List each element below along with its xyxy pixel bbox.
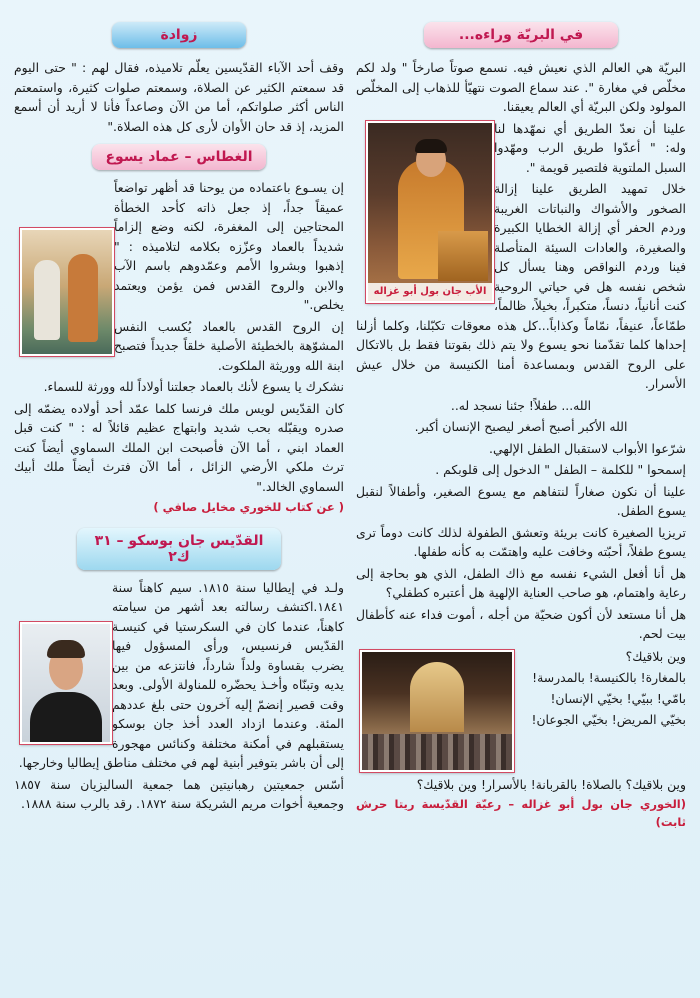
church-arch (410, 662, 464, 732)
poem-line-2: بالمغارة! بالكنيسة! بالمدرسة! (532, 669, 686, 685)
poem-line-3: بامّي! ببيّي! بخيّي الإنسان! (550, 690, 686, 706)
lectern (438, 231, 488, 281)
wilderness-p1: علينا أن نعدّ الطريق أي نمهّدها لنا وله: " أعدّوا طريق الرب ومهّدوا السبل الملتوية فلتصير قويمة ". (494, 120, 686, 175)
epiphany-p4: كان القدّيس لويس ملك فرنسا كلما عمّد أحد أولاده يضمّه إلى صدره ويقبّله بحب شديد وابتهاج عظيم قائلاً له : " كنت قبل العماد ابني ، أما الآن فأصبحت ابن الملك السماوي أيضاً كنت ترث ملكي الأرضي الزائل ، أما الآن فترث أيضاً ملك أبيك السماوي الخالد." (14, 400, 344, 494)
wilderness-header: في البريّة وراءه... (424, 22, 618, 48)
poem-line-5: وين بلاقيك؟ بالصلاة! بالقربانة! بالأسرار! وين بلاقيك؟ (416, 776, 686, 792)
bosco-p2: أسّس جمعيتين رهبانيتين هما جمعية الساليزيان سنة ١٨٥٧ وجمعية أخوات مريم الشريكة سنة ١٨٧٢. رقد بالرب سنة ١٨٨٨. (14, 776, 344, 811)
wilderness-p2: خلال تمهيد الطريق علينا إزالة الصخور والأشواك والنباتات الغريبة وردم الحفر أي إزالة الخطايا الكبيرة والصغيرة، والعادات السيئة المتأصلة فينا وردم النواقص وهنا يسأل كل شخص نفسه هل في حياتي الروحية كنت أنانياً، دنساً، متكبراً، بخيلاً، ظالماً، طمّاعاً، عنيفاً، نمّاماً وكذاباً...كل هذه معوقات تكبّلنا، وكلما أزلنا إحداها كلما تقدّمنا نحو يسوع ولا يتم ذلك بقوتنا فقط بل بالاتكال على الروح القدس وبمساعدة أمنا الكنيسة من خلال عيش الأسرار. (356, 181, 686, 391)
wilderness-intro: البريّة هي العالم الذي نعيش فيه. نسمع صوتاً صارخاً " ولد لكم مخلّص في مغارة ". عند سماع الصوت نتهيّأ للذهاب إلى المخلّص المولود ولكن البريّة أي العالم يعيقنا. (356, 60, 686, 114)
wilderness-p3: الله... طفلاً! جئنا نسجد له.. (450, 397, 592, 413)
church-interior-photo (360, 650, 514, 772)
zad-header: زوادة (112, 22, 246, 48)
bosco-portrait (20, 622, 112, 744)
wilderness-p4: الله الأكبر أصبح أصغر ليصبح الإنسان أكبر. (414, 419, 628, 434)
baptism-photo (20, 228, 114, 356)
wilderness-p10: هل أنا مستعد لأن أكون ضحيّة من أجله ، أموت فداء عنه كأطفال بيت لحم. (356, 606, 686, 641)
baptism-figure-right (68, 254, 98, 342)
poem-line-1: وين بلاقيك؟ (625, 648, 686, 664)
author-signature: (الخوري جان بول أبو غزاله – رعيّة القدّيسة ريتا حرش ثابت) (356, 796, 686, 829)
wilderness-p7: علينا أن نكون صغاراً لنتفاهم مع يسوع الصغير، وأطفالاً لنقبل يسوع الطفل. (356, 483, 686, 518)
bosco-body (30, 692, 102, 742)
right-column (356, 22, 686, 831)
church-crowd (362, 734, 512, 770)
poem-line-4: بخيّي المريض! بخيّي الجوعان! (531, 711, 686, 727)
wilderness-p8: تريزيا الصغيرة كانت بريئة وتعشق الطفولة لذلك كانت دوماً ترى يسوع طفلاً، أحبّته وخافت عليه واهتمّت به كأنه طفلها. (356, 524, 686, 559)
bosco-p1: ولـد في إيطاليا سنة ١٨١٥. سيم كاهناً سنة ١٨٤١.اكتشف رسالته بعد أشهر من سيامته كاهناً، عندما كان في السكرستيا في كنيسـة القدّيس فرنسيس، ورأى المسؤول فيها يضرب بقساوة ولداً شارداً، فانتزعه من بين يديه وتبنّاه وأخـذ يحضّره للمناولة الأولى. وبعد وقت قصير إنضمّ إليه آخرون حتى بلغ عددهم المئة. وعندما ازداد العدد أخذ جان بوسكو يستقبلهم في أمكنة مختلفة وكنائس مهجورة إلى أن باشر بتوفير أبنية لهم في مختلف مناطق إيطاليا وخارجها. (18, 579, 344, 770)
priest-hair (415, 139, 447, 153)
wilderness-p5: شرّعوا الأبواب لاستقبال الطفل الإلهي. (489, 440, 686, 456)
baptism-figure-left (34, 260, 60, 340)
epiphany-header: الغطاس – عماد يسوع (92, 144, 266, 170)
epiphany-p3: نشكرك يا يسوع لأنك بالعماد جعلتنا أولاداً لله وورثة للسماء. (43, 379, 344, 394)
wilderness-p9: هل أنا أفعل الشيء نفسه مع ذاك الطفل، الذي هو بحاجة إلى رعاية واهتمام، هو صاحب العناية الإلهية هل أعتبره كطفلي؟ (356, 565, 686, 600)
wilderness-p6: إسمحوا " للكلمة – الطفل " الدخول إلى قلوبكم . (435, 462, 686, 477)
epiphany-p1: إن يسـوع باعتماده من يوحنا قد أظهر تواضعاً عميقاً جداً، إذ جعل ذاته كأحد الخطأة المحتاجين إلى المغفرة، لكنه وضع إلزاماً شديداً بالعماد وعزّزه بكلامه لتلاميذه : " إذهبوا وبشروا الأمم وعمّدوهم باسم الآب والابن والروح القدس فمن يؤمن ويعتمد يخلص." (114, 180, 344, 312)
epiphany-source: ( عن كتاب للخوري مخايل صافي ) (153, 500, 344, 514)
epiphany-p2: إن الروح القدس بالعماد يُكسب النفس المشوّهة بالخطيئة الأصلية خلقاً جديداً فتصبح ابنة الله ووريثة الملكوت. (114, 318, 344, 373)
zad-text: وقف أحد الآباء القدّيسين يعلّم تلاميذه، فقال لهم : " حتى اليوم قد سمعتم الكثير عن الصلاة، وسمعتم صلوات كثيرة، واستمعتم الناس أكثر صلواتكم، أما من الآن وصاعداً فأنا لا أريد أن أسمع المزيد، إذ قد حان الأوان لأرى كل هذه الصلاة." (14, 60, 344, 134)
bosco-header: القدّيس جان بوسكو – ٣١ ك٢ (77, 528, 281, 570)
photo-caption: الأب جان بول أبو غزاله (368, 283, 492, 301)
priest-photo (366, 121, 494, 303)
left-column (14, 22, 344, 816)
bosco-hair (47, 640, 85, 658)
